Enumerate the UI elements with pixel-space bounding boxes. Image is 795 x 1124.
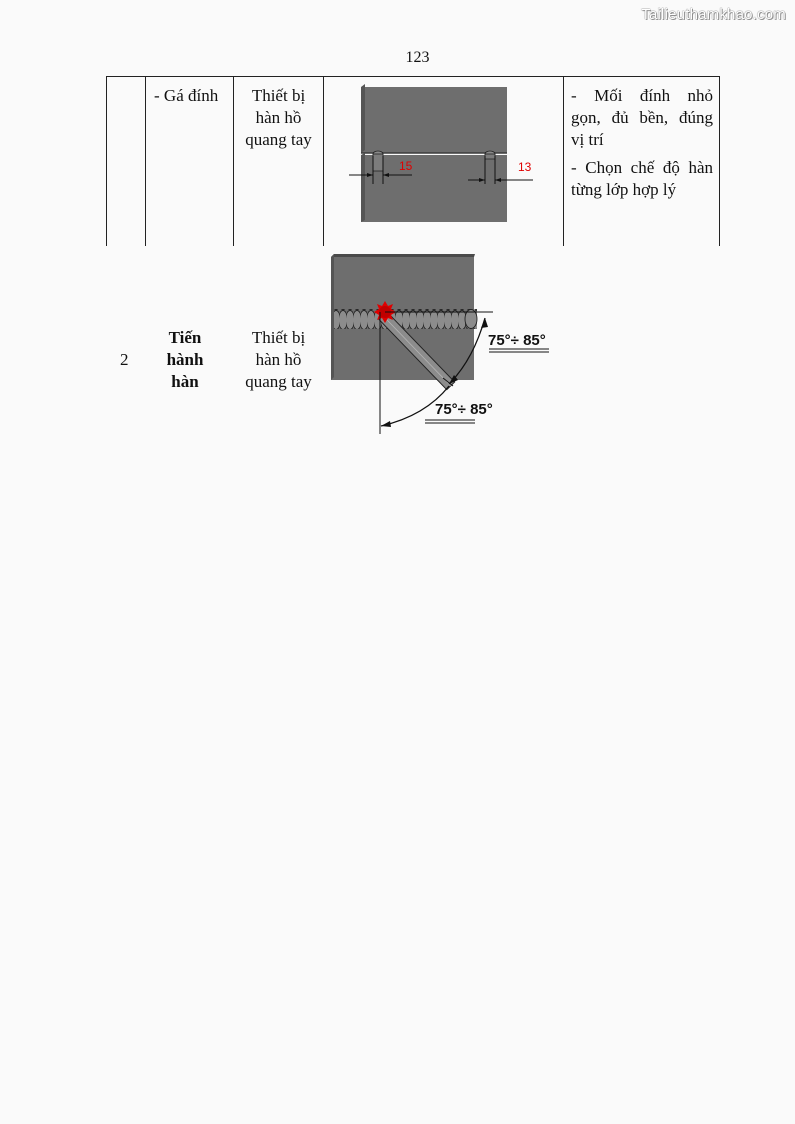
- equipment-cell: [236, 85, 321, 151]
- plate-left-edge: [331, 254, 334, 380]
- step-number: 2: [120, 350, 129, 369]
- upper-plate: [361, 87, 507, 153]
- equipment-line: hàn hồ: [255, 108, 302, 127]
- angle-label-bottom: 75°÷ 85°: [435, 401, 493, 418]
- step-line: hàn: [171, 372, 199, 391]
- equipment-line: quang tay: [245, 372, 312, 391]
- requirements-cell: [571, 85, 713, 201]
- welding-figure: [325, 250, 565, 436]
- upper-plate-edge: [361, 84, 365, 153]
- step-line: hành: [166, 350, 204, 369]
- equipment-line: hàn hồ: [255, 350, 302, 369]
- plate-top-edge: [331, 254, 475, 257]
- equipment-line: Thiết bị: [251, 86, 306, 105]
- page-number: 123: [405, 49, 430, 66]
- step-line: Tiến: [168, 328, 202, 347]
- step-text: - Gá đính: [154, 86, 219, 105]
- equipment-cell: [236, 327, 321, 393]
- equipment-line: quang tay: [245, 130, 312, 149]
- requirement-line: vị trí: [571, 130, 604, 149]
- requirement-line: từng lớp hợp lý: [571, 180, 677, 199]
- requirement-line: - Mối đính nhỏ: [571, 86, 713, 105]
- dimension-left-label: 15: [399, 159, 413, 173]
- dimension-right-label: 13: [518, 160, 532, 174]
- tack-weld-figure: [340, 84, 540, 226]
- requirement-line: - Chọn chế độ hàn: [571, 158, 713, 177]
- step-cell: [150, 327, 220, 393]
- equipment-line: Thiết bị: [251, 328, 306, 347]
- lower-plate-edge: [361, 153, 365, 222]
- requirement-line: gọn, đủ bền, đúng: [571, 108, 713, 127]
- watermark: Tailieuthamkhao.com: [641, 6, 786, 23]
- step-cell: [154, 85, 230, 107]
- angle-label-top: 75°÷ 85°: [488, 332, 546, 349]
